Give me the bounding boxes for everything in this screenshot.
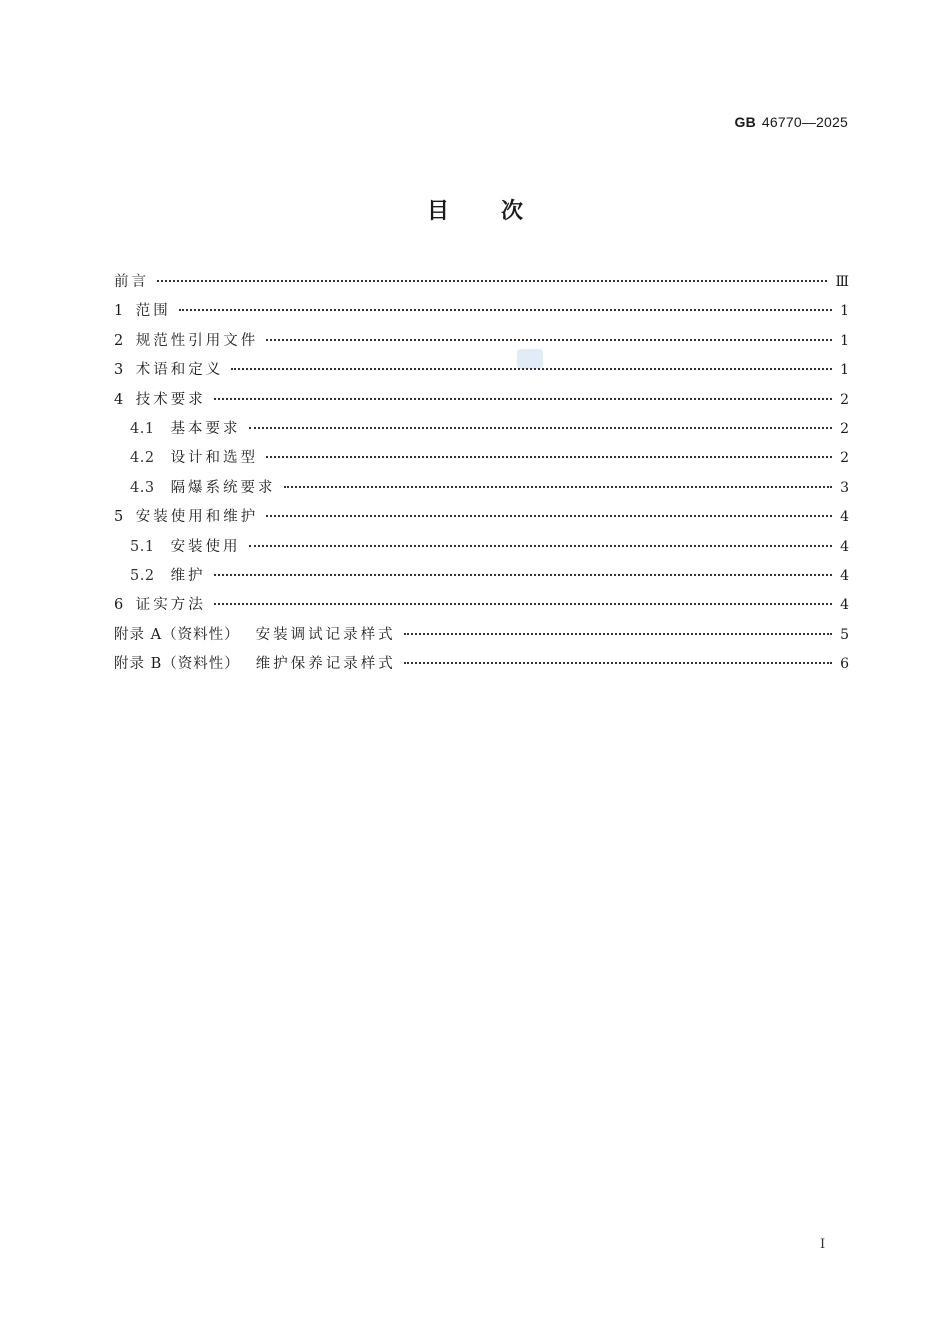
toc-entry-label: 术语和定义 [135,362,224,379]
toc-entry-label: 范围 [135,303,171,320]
dot-leader [404,662,832,664]
toc-entry-page: 1 [840,303,849,320]
dot-leader [214,603,832,605]
toc-entry-title: 安装调试记录样式 [255,626,396,643]
toc-entry-page: 4 [840,567,849,584]
toc-entry-number: 5 [114,509,124,526]
toc-entry-page: 1 [840,332,849,349]
toc-entry-page: 4 [840,597,849,614]
toc-entry-annex-a[interactable] [114,623,849,652]
toc-entry-number: 5.2 [130,567,155,584]
toc-entry-label: 附录 B（资料性） [114,656,240,673]
toc-entry-page: 6 [840,656,849,673]
toc-entry-number: 4.2 [130,450,155,467]
toc-entry-label: 维护 [170,567,206,584]
dot-leader [231,368,832,370]
toc-entry-label: 安装使用和维护 [135,509,259,526]
dot-leader [214,398,832,400]
toc-entry-label: 技术要求 [135,391,206,408]
standard-prefix: GB [734,114,756,130]
standard-code [735,114,848,130]
toc-entry-label: 前言 [114,274,149,290]
toc-entry-technical-requirements[interactable] [114,388,849,417]
dot-leader [179,309,832,311]
toc-entry-label: 规范性引用文件 [135,332,259,349]
dot-leader [249,427,833,429]
dot-leader [266,515,832,517]
toc-entry-page: 2 [840,420,849,437]
toc-entry-maintenance[interactable] [114,564,849,593]
toc-entry-label: 设计和选型 [170,450,259,467]
toc-entry-explosion-isolation[interactable] [114,476,849,505]
toc-entry-number: 2 [114,332,124,349]
toc-entry-normative-references[interactable] [114,329,849,358]
toc-entry-label: 隔爆系统要求 [170,479,276,496]
toc-entry-annex-b[interactable] [114,652,849,681]
toc-entry-page: 4 [840,509,849,526]
toc-entry-design-selection[interactable] [114,446,849,475]
toc-entry-number: 6 [114,597,124,614]
toc-entry-number: 1 [114,303,124,320]
dot-leader [266,339,832,341]
toc-entry-page: 1 [840,362,849,379]
toc-entry-installation-maintenance[interactable] [114,505,849,534]
toc-entry-verification-methods[interactable] [114,593,849,622]
toc-entry-page: 5 [840,626,849,643]
table-of-contents [114,270,849,681]
toc-entry-number: 5.1 [130,538,155,555]
toc-entry-label: 安装使用 [170,538,241,555]
toc-entry-scope[interactable] [114,299,849,328]
toc-entry-number: 4 [114,391,124,408]
toc-entry-page: Ⅲ [835,274,849,290]
toc-entry-number: 4.1 [130,420,155,437]
dot-leader [266,456,832,458]
toc-entry-number: 3 [114,362,124,379]
toc-entry-foreword[interactable] [114,270,849,299]
toc-entry-terms-definitions[interactable] [114,358,849,387]
dot-leader [214,574,833,576]
toc-entry-number: 4.3 [130,479,155,496]
standard-number: 46770—2025 [761,114,848,130]
toc-entry-label: 证实方法 [135,597,206,614]
dot-leader [284,486,833,488]
toc-entry-page: 2 [840,450,849,467]
toc-entry-installation-use[interactable] [114,535,849,564]
dot-leader [249,545,833,547]
dot-leader [157,280,827,282]
toc-entry-page: 3 [840,479,849,496]
toc-entry-basic-requirements[interactable] [114,417,849,446]
toc-entry-title: 维护保养记录样式 [255,656,396,673]
page-number: I [820,1237,826,1252]
toc-entry-label: 基本要求 [170,420,241,437]
page-title: 目次 [426,199,575,224]
toc-entry-page: 2 [840,391,849,408]
toc-entry-page: 4 [840,538,849,555]
toc-entry-label: 附录 A（资料性） [114,626,240,643]
dot-leader [404,633,832,635]
